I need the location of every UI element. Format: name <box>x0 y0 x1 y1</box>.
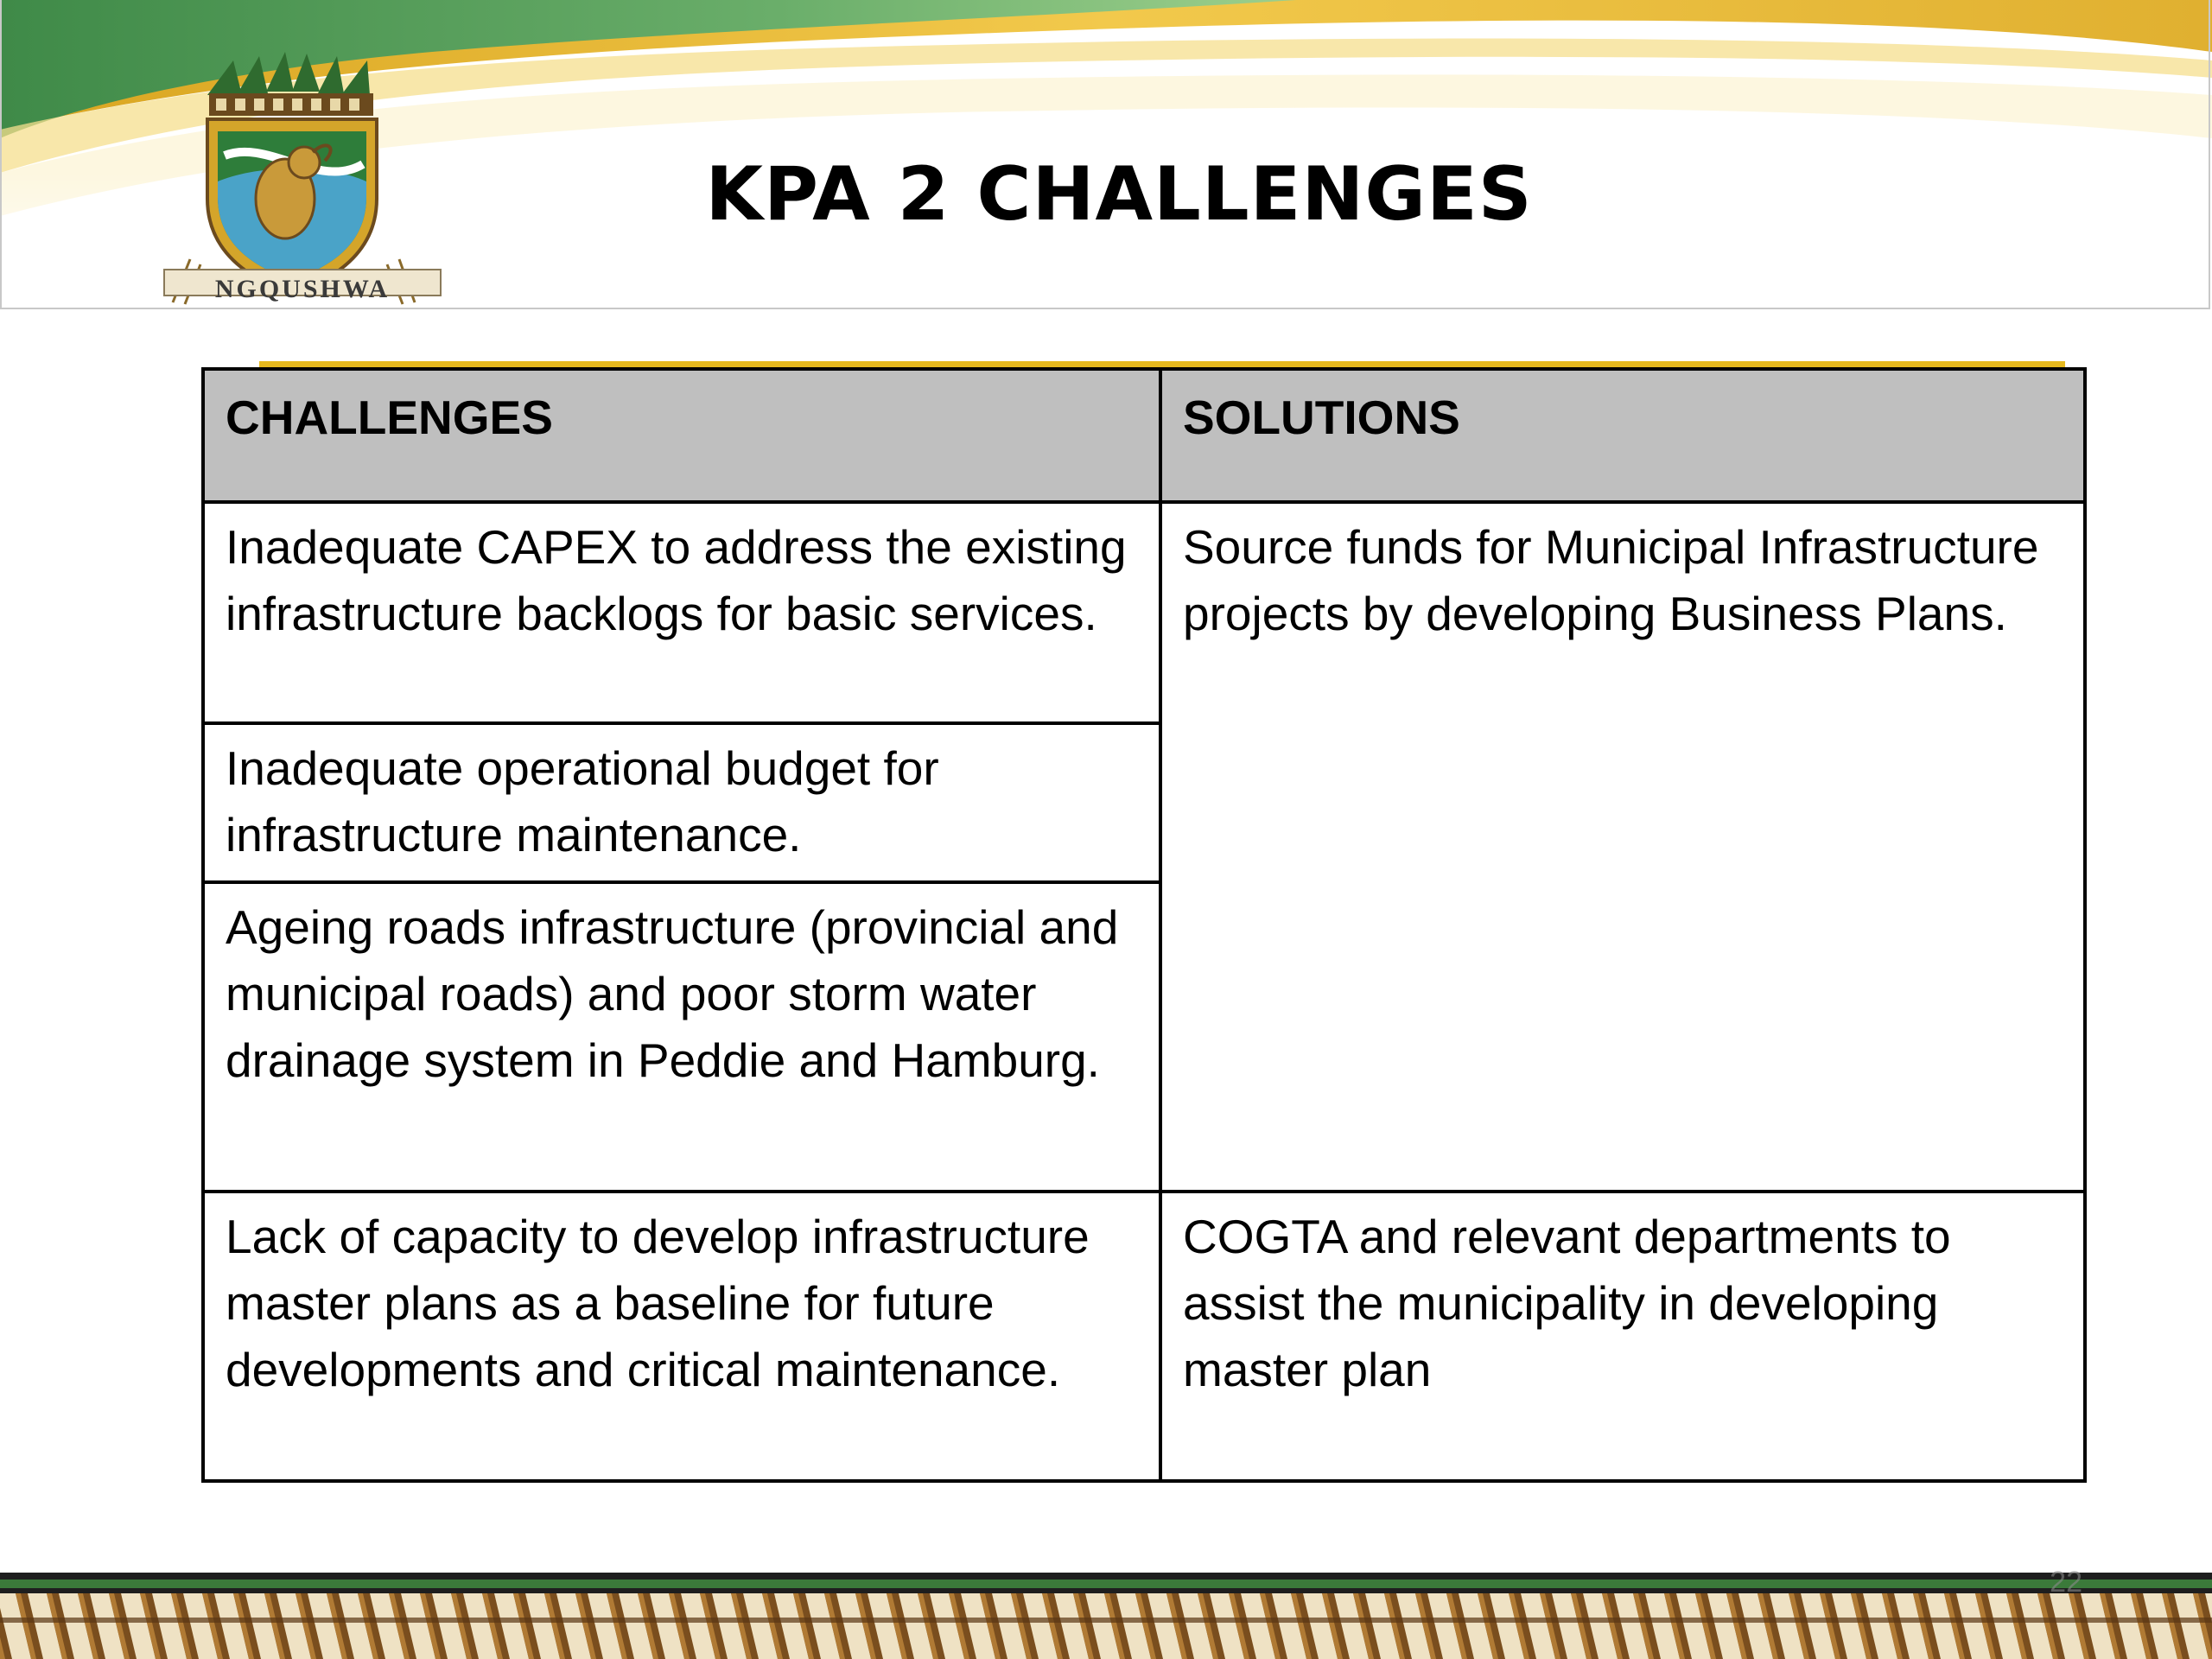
page-title: KPA 2 CHALLENGES <box>705 151 1533 238</box>
table-header-row <box>203 369 2085 502</box>
table-row <box>203 502 2085 723</box>
header-challenges: CHALLENGES <box>203 369 1160 502</box>
challenges-table <box>201 367 2087 1483</box>
table-row <box>203 1192 2085 1481</box>
logo-text: NGQUSHWA <box>214 275 391 303</box>
slide-number: 22 <box>2050 1566 2082 1599</box>
woven-pattern-graphic <box>0 1573 2212 1659</box>
challenge-cell: Lack of capacity to develop infrastructure master plans as a baseline for future developments and critical maintenance. <box>203 1192 1160 1481</box>
footer-pattern <box>0 1573 2212 1659</box>
header-solutions: SOLUTIONS <box>1160 369 2085 502</box>
challenge-cell: Inadequate operational budget for infrastructure maintenance. <box>203 723 1160 882</box>
challenge-cell: Inadequate CAPEX to address the existing infrastructure backlogs for basic services. <box>203 502 1160 723</box>
challenges-table-container <box>201 367 2083 1483</box>
solution-cell: Source funds for Municipal Infrastructure projects by developing Business Plans. <box>1160 502 2085 1192</box>
solution-cell: COGTA and relevant departments to assist the municipality in developing master plan <box>1160 1192 2085 1481</box>
challenge-cell: Ageing roads infrastructure (provincial and municipal roads) and poor storm water drainage system in Peddie and Hamburg. <box>203 882 1160 1192</box>
